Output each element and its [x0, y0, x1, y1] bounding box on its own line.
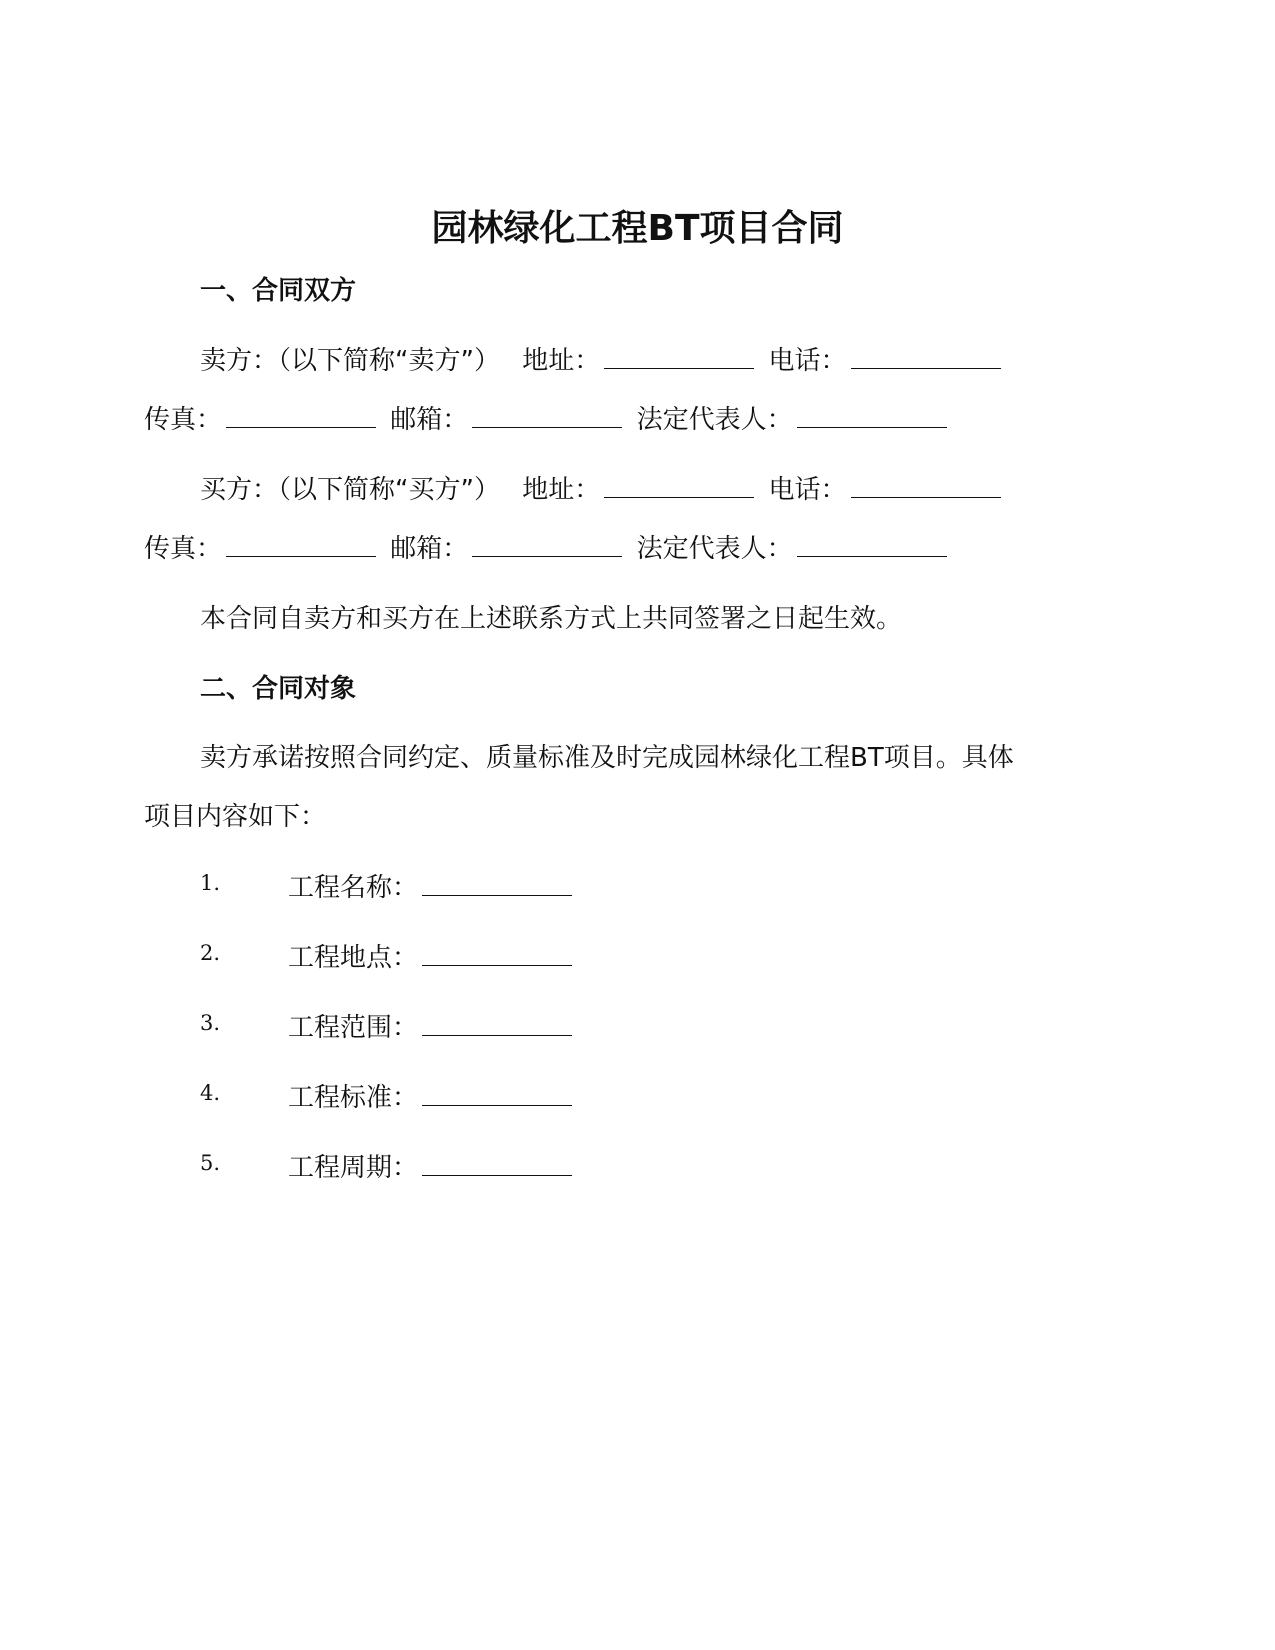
section-heading-parties: 一、合同双方	[200, 276, 357, 306]
seller-email-label: 邮箱：	[390, 405, 469, 435]
list-blank	[422, 873, 572, 896]
object-paragraph-line-1: 卖方承诺按照合同约定、质量标准及时完成园林绿化工程BT项目。具体	[200, 743, 1014, 773]
seller-legal-rep-label: 法定代表人：	[636, 405, 793, 435]
seller-phone-label: 电话：	[768, 346, 847, 376]
seller-phone-blank	[851, 346, 1001, 369]
buyer-legal-rep-blank	[797, 534, 947, 557]
buyer-phone-blank	[851, 475, 1001, 498]
list-number: 2.	[200, 941, 221, 965]
seller-legal-rep-blank	[797, 405, 947, 428]
seller-fax-label: 传真：	[144, 405, 223, 435]
list-label: 工程地点：	[288, 943, 419, 973]
list-number: 4.	[200, 1081, 221, 1105]
list-label: 工程周期：	[288, 1153, 419, 1183]
buyer-address-blank	[604, 475, 754, 498]
list-number: 5.	[200, 1151, 221, 1175]
buyer-legal-rep-label: 法定代表人：	[636, 534, 793, 564]
section-heading-object: 二、合同对象	[200, 674, 357, 704]
list-blank	[422, 1153, 572, 1176]
buyer-email-blank	[472, 534, 622, 557]
seller-line-1	[200, 340, 1007, 377]
effective-clause: 本合同自卖方和买方在上述联系方式上共同签署之日起生效。	[200, 604, 903, 634]
list-label: 工程名称：	[288, 873, 419, 903]
document-title: 园林绿化工程BT项目合同	[431, 208, 844, 249]
list-number: 1.	[200, 871, 221, 895]
buyer-intro: 买方：（以下简称“买方”）	[200, 475, 500, 505]
buyer-address-label: 地址：	[522, 475, 601, 505]
buyer-email-label: 邮箱：	[390, 534, 469, 564]
seller-fax-blank	[226, 405, 376, 428]
buyer-line-1	[200, 469, 1007, 506]
list-label: 工程范围：	[288, 1013, 419, 1043]
list-number: 3.	[200, 1011, 221, 1035]
list-blank	[422, 1083, 572, 1106]
seller-address-label: 地址：	[522, 346, 601, 376]
seller-email-blank	[472, 405, 622, 428]
buyer-fax-blank	[226, 534, 376, 557]
list-label: 工程标准：	[288, 1083, 419, 1113]
buyer-phone-label: 电话：	[768, 475, 847, 505]
buyer-fax-label: 传真：	[144, 534, 223, 564]
list-blank	[422, 943, 572, 966]
object-paragraph-line-2: 项目内容如下：	[144, 802, 327, 832]
buyer-line-2	[144, 528, 953, 565]
seller-line-2	[144, 399, 953, 436]
seller-intro: 卖方：（以下简称“卖方”）	[200, 346, 500, 376]
list-blank	[422, 1013, 572, 1036]
seller-address-blank	[604, 346, 754, 369]
